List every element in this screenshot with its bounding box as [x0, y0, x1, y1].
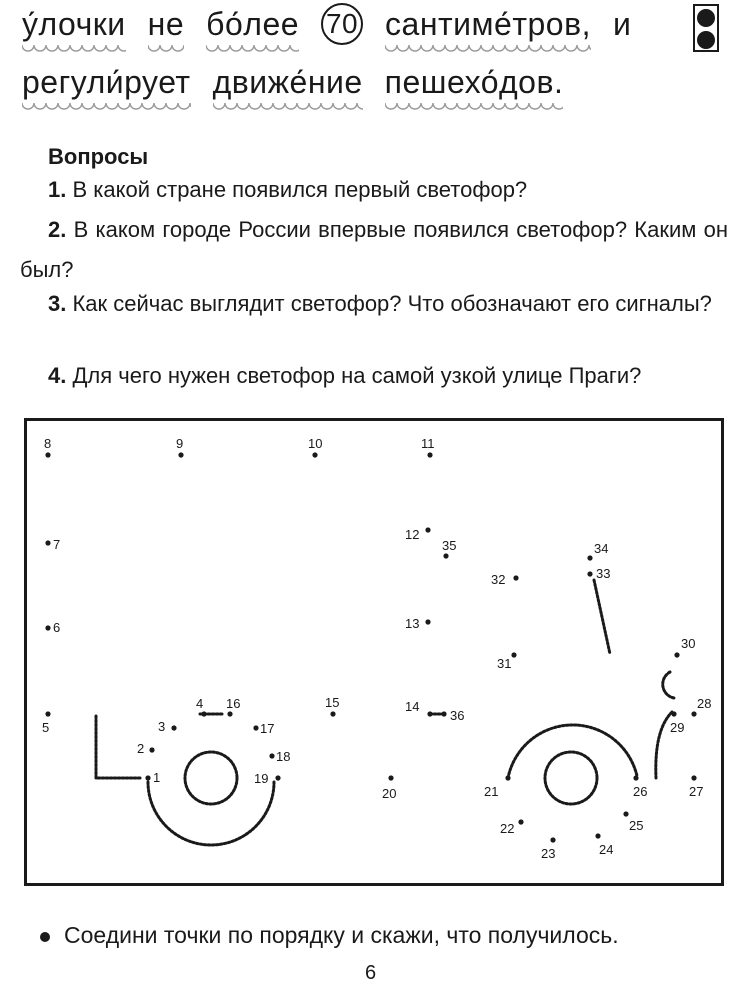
dot-label: 16 — [226, 696, 241, 711]
dot-label: 8 — [44, 436, 52, 451]
word: у́лочки — [22, 6, 126, 47]
dot-label: 21 — [484, 784, 499, 799]
dot-label: 1 — [153, 770, 161, 785]
question-4 — [20, 356, 728, 396]
dot-label: 29 — [670, 720, 685, 735]
dot-label: 24 — [599, 842, 614, 857]
dot-label: 14 — [405, 699, 420, 714]
dot-label: 12 — [405, 527, 420, 542]
dot-label: 28 — [697, 696, 712, 711]
question-3 — [20, 284, 728, 324]
dot-label: 23 — [541, 846, 556, 861]
question-text: В каком городе России впервые появился светофор? Каким он был? — [20, 217, 728, 282]
instruction — [40, 922, 619, 949]
dot-label: 17 — [260, 721, 275, 736]
dot-label: 2 — [137, 741, 145, 756]
dot-label: 22 — [500, 821, 515, 836]
dot-label: 10 — [308, 436, 323, 451]
question-text: Как сейчас выглядит светофор? Что обозначают его сигналы? — [72, 291, 712, 316]
word: пешехо́дов. — [385, 64, 564, 105]
dot-label: 19 — [254, 771, 269, 786]
question-text: В какой стране появился первый светофор? — [72, 177, 528, 202]
word: движе́ние — [213, 64, 363, 105]
traffic-light-icon — [693, 4, 719, 52]
dot-label: 34 — [594, 541, 609, 556]
dot-label: 13 — [405, 616, 420, 631]
dot-label: 18 — [276, 749, 291, 764]
dot-label: 5 — [42, 720, 50, 735]
dot-label: 25 — [629, 818, 644, 833]
dot-label: 7 — [53, 537, 61, 552]
dot-to-dot-puzzle-frame — [24, 418, 724, 886]
dot-label: 4 — [196, 696, 204, 711]
text-line-2 — [22, 64, 563, 105]
dot-label: 6 — [53, 620, 61, 635]
dot-label: 9 — [176, 436, 184, 451]
question-number: 2. — [48, 217, 67, 242]
dot-label: 33 — [596, 566, 611, 581]
bullet-icon — [40, 932, 50, 942]
dot-label: 11 — [421, 436, 435, 451]
questions-title: Вопросы — [48, 144, 149, 169]
question-number: 4. — [48, 363, 67, 388]
text-line-1 — [22, 6, 631, 47]
word: сантиме́тров, — [385, 6, 591, 47]
circled-number: 70 — [321, 3, 363, 45]
question-2 — [20, 210, 728, 290]
dot-label: 30 — [681, 636, 696, 651]
word: и — [612, 6, 632, 42]
word: не — [148, 6, 184, 47]
dot-label: 32 — [491, 572, 506, 587]
page-number: 6 — [365, 962, 377, 984]
dot-label: 20 — [382, 786, 397, 801]
dot-label: 3 — [158, 719, 166, 734]
word: регули́рует — [22, 64, 191, 105]
dot-label: 36 — [450, 708, 465, 723]
question-number: 3. — [48, 291, 67, 316]
word: бо́лее — [206, 6, 299, 47]
instruction-text: Соедини точки по порядку и скажи, что получилось. — [64, 922, 619, 948]
question-text: Для чего нужен светофор на самой узкой улице Праги? — [72, 363, 642, 388]
dot-label: 27 — [689, 784, 704, 799]
question-1 — [20, 170, 728, 210]
dot-label: 35 — [442, 538, 457, 553]
dot-label: 31 — [497, 656, 512, 671]
dot-label: 26 — [633, 784, 648, 799]
question-number: 1. — [48, 177, 67, 202]
dot-label: 15 — [325, 695, 340, 710]
